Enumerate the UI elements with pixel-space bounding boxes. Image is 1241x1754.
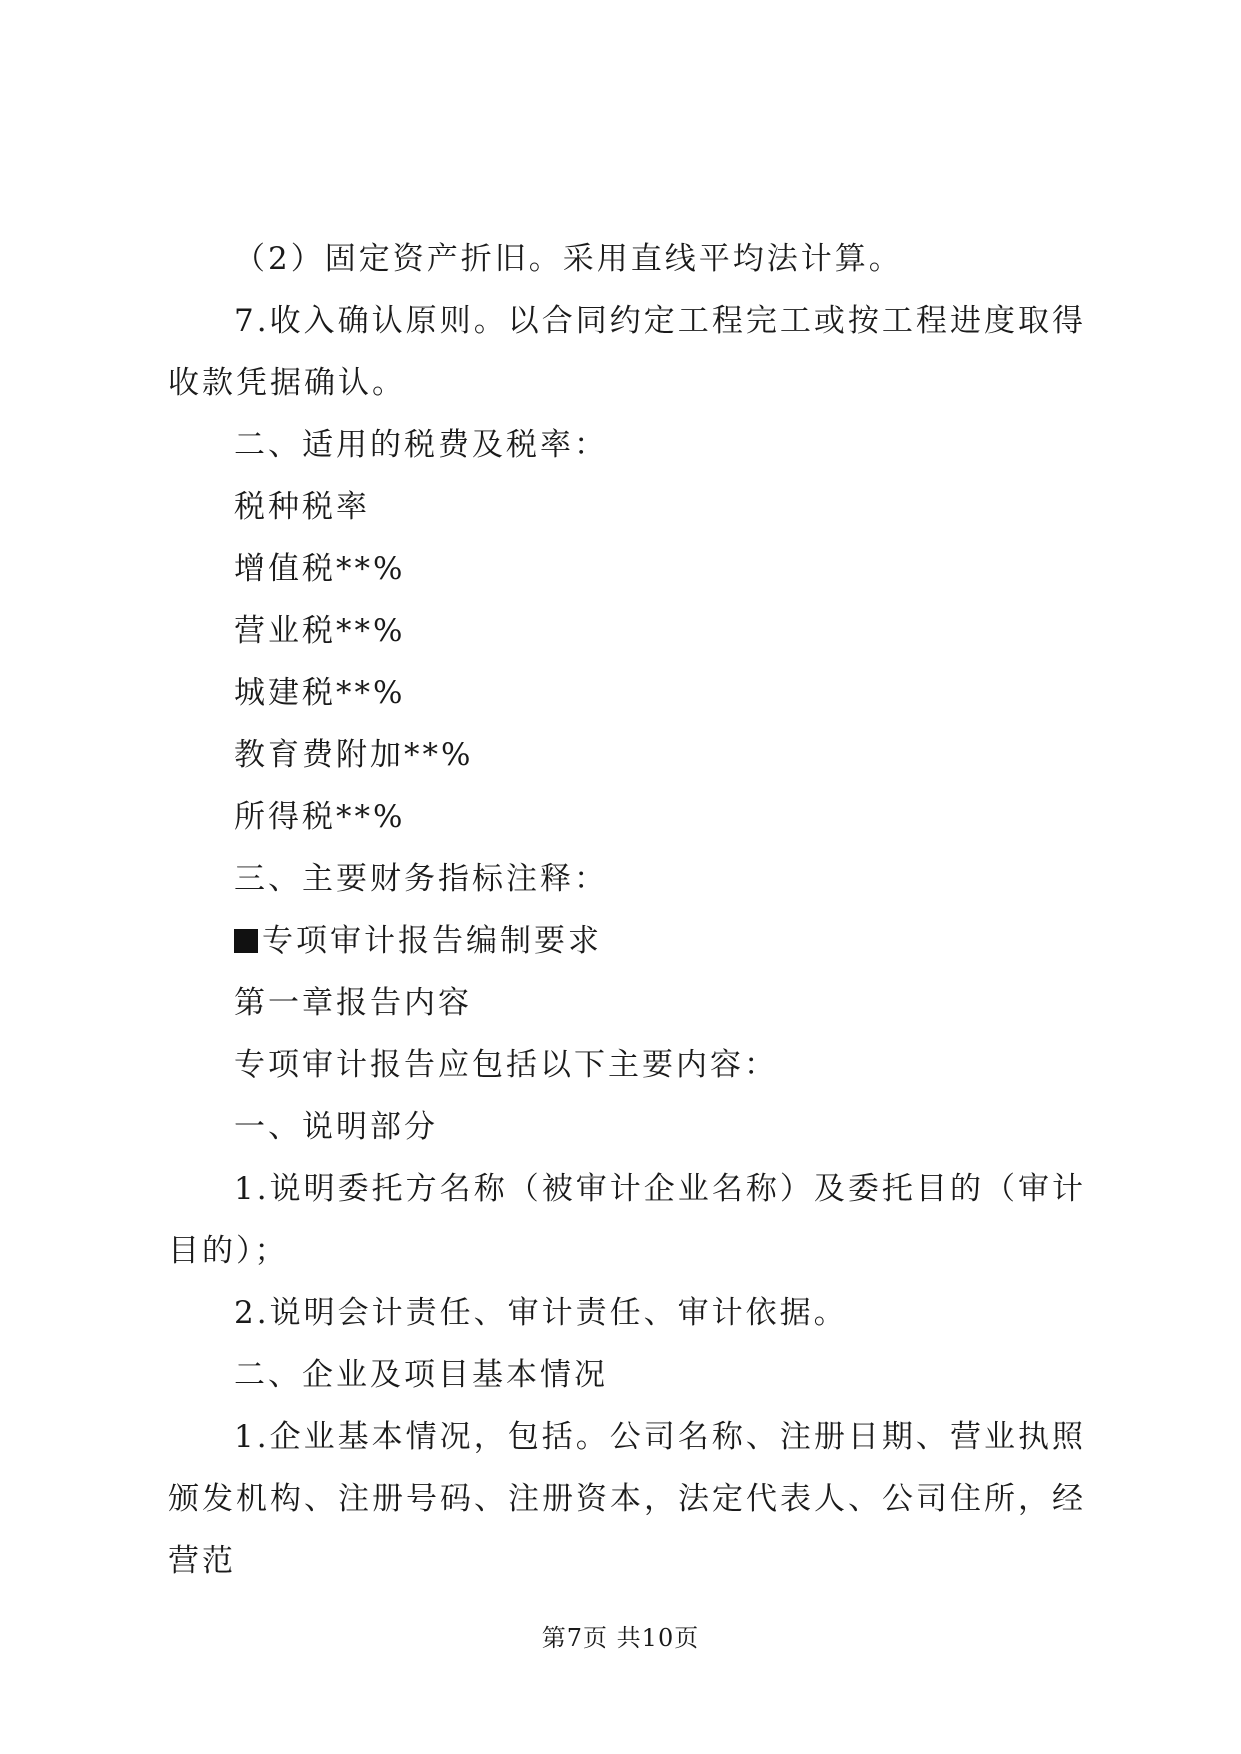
tax-item-urban-construction: 城建税**% xyxy=(234,675,406,711)
paragraph-depreciation: （2）固定资产折旧。采用直线平均法计算。 xyxy=(234,241,903,277)
tax-table-header: 税种税率 xyxy=(234,489,370,525)
paragraph-revenue-recognition: 7.收入确认原则。以合同约定工程完工或按工程进度取得收款凭据确认。 xyxy=(168,303,1086,401)
paragraph-company-info: 1.企业基本情况，包括。公司名称、注册日期、营业执照颁发机构、注册号码、注册资本，法定代表人、公司住所，经营范 xyxy=(168,1419,1086,1579)
black-square-icon xyxy=(234,929,258,953)
section-title-text: 专项审计报告编制要求 xyxy=(262,923,602,959)
heading-explanation: 一、说明部分 xyxy=(234,1109,438,1145)
heading-basic-info: 二、企业及项目基本情况 xyxy=(234,1357,608,1393)
tax-item-vat: 增值税**% xyxy=(234,551,406,587)
chapter-title: 第一章报告内容 xyxy=(234,985,472,1021)
paragraph-responsibility: 2.说明会计责任、审计责任、审计依据。 xyxy=(234,1295,848,1331)
tax-item-income: 所得税**% xyxy=(234,799,406,835)
tax-item-business: 营业税**% xyxy=(234,613,406,649)
heading-financial-notes: 三、主要财务指标注释： xyxy=(234,861,608,897)
paragraph-report-contents: 专项审计报告应包括以下主要内容： xyxy=(234,1047,778,1083)
page-number-footer: 第7页 共10页 xyxy=(541,1624,700,1652)
section-title-special-audit xyxy=(168,910,1086,972)
heading-tax-rates: 二、适用的税费及税率： xyxy=(234,427,608,463)
document-body xyxy=(168,228,1086,1592)
paragraph-client-name: 1.说明委托方名称（被审计企业名称）及委托目的（审计目的）； xyxy=(168,1171,1086,1269)
tax-item-education-surcharge: 教育费附加**% xyxy=(234,737,474,773)
